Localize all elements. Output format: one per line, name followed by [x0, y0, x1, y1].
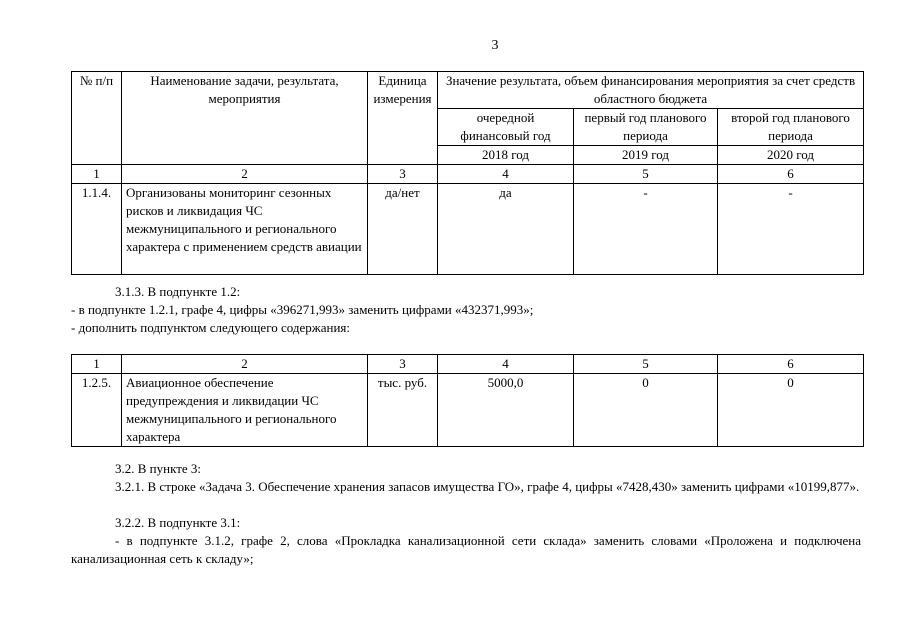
col-number: 6 — [718, 165, 864, 184]
row-value-2018: да — [438, 184, 574, 275]
header-unit: Единица измерения — [368, 72, 438, 165]
header-year2-label: первый год планового периода — [574, 109, 718, 146]
header-row-top — [72, 72, 864, 109]
row-num: 1.1.4. — [72, 184, 122, 275]
table-row — [72, 374, 864, 447]
col-number: 3 — [368, 355, 438, 374]
header-year1-label: очередной финансовый год — [438, 109, 574, 146]
header-year3: 2020 год — [718, 146, 864, 165]
table-row — [72, 184, 864, 275]
col-number: 5 — [574, 165, 718, 184]
results-table-header — [71, 71, 864, 275]
row-name: Авиационное обеспечение предупреждения и ликвидации ЧС межмуниципального и регионального характера — [122, 374, 368, 447]
paragraph-3-1-3: 3.1.3. В подпункте 1.2: — [115, 284, 241, 299]
col-number: 2 — [122, 165, 368, 184]
paragraph-3-2-2: 3.2.2. В подпункте 3.1: — [115, 515, 241, 530]
column-numbers-row — [72, 165, 864, 184]
paragraph-add-subpoint: - дополнить подпунктом следующего содержания: — [71, 320, 350, 335]
column-numbers-row — [72, 355, 864, 374]
col-number: 1 — [72, 165, 122, 184]
paragraph-3-2-1: 3.2.1. В строке «Задача 3. Обеспечение хранения запасов имущества ГО», графе 4, цифры «7428,430» заменить цифрами «10199,877». — [115, 479, 860, 494]
header-year1: 2018 год — [438, 146, 574, 165]
col-number: 1 — [72, 355, 122, 374]
row-value-2020: 0 — [718, 374, 864, 447]
header-year2: 2019 год — [574, 146, 718, 165]
row-unit: да/нет — [368, 184, 438, 275]
col-number: 4 — [438, 165, 574, 184]
col-number: 2 — [122, 355, 368, 374]
row-value-2020: - — [718, 184, 864, 275]
header-num: № п/п — [72, 72, 122, 165]
col-number: 3 — [368, 165, 438, 184]
header-name: Наименование задачи, результата, мероприятия — [122, 72, 368, 165]
col-number: 4 — [438, 355, 574, 374]
row-unit: тыс. руб. — [368, 374, 438, 447]
page-number: 3 — [491, 38, 499, 53]
col-number: 6 — [718, 355, 864, 374]
row-num: 1.2.5. — [72, 374, 122, 447]
paragraph-3-2: 3.2. В пункте 3: — [115, 461, 202, 476]
row-value-2019: 0 — [574, 374, 718, 447]
paragraph-replace-1-2-1: - в подпункте 1.2.1, графе 4, цифры «396271,993» заменить цифрами «432371,993»; — [71, 302, 534, 317]
row-value-2018: 5000,0 — [438, 374, 574, 447]
header-value-group: Значение результата, объем финансирования мероприятия за счет средств областного бюджета — [438, 72, 864, 109]
results-table-addition — [71, 354, 864, 447]
header-year3-label: второй год планового периода — [718, 109, 864, 146]
row-value-2019: - — [574, 184, 718, 275]
paragraph-replace-3-1-2: - в подпункте 3.1.2, графе 2, слова «Прокладка канализационной сети склада» заменить словами «Проложена и подключена канализационная сеть к складу»; — [71, 533, 861, 566]
col-number: 5 — [574, 355, 718, 374]
row-name: Организованы мониторинг сезонных рисков и ликвидация ЧС межмуниципального и регионального характера с применением средств авиации — [122, 184, 368, 275]
